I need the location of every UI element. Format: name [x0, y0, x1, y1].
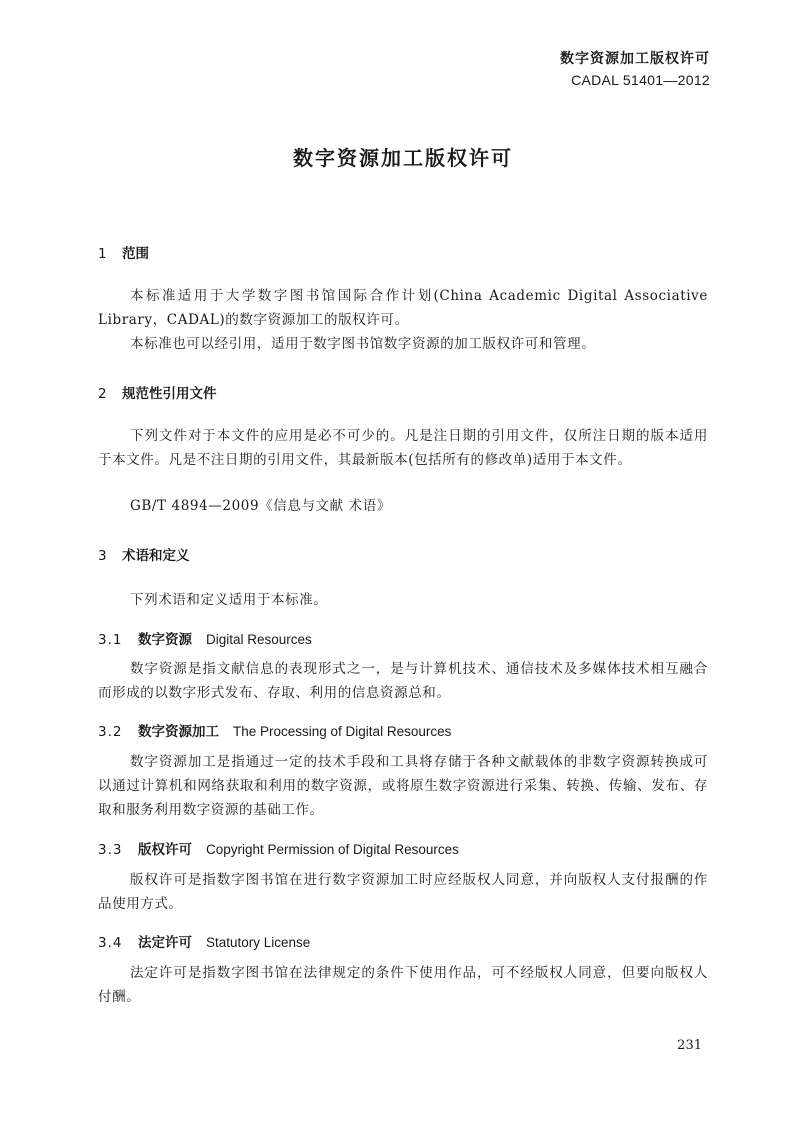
- section-number: 1: [98, 246, 107, 262]
- section-number: 3: [98, 548, 107, 564]
- running-header-title: 数字资源加工版权许可: [560, 51, 710, 67]
- term-zh: 数字资源: [138, 632, 192, 648]
- term-number: 3.3: [98, 842, 123, 858]
- term-definition-3-3: 版权许可是指数字图书馆在进行数字资源加工时应经版权人同意，并向版权人支付报酬的作品使用方式。: [98, 872, 708, 912]
- document-title: 数字资源加工版权许可: [293, 146, 513, 170]
- section-3-paragraph-1: 下列术语和定义适用于本标准。: [130, 592, 328, 608]
- section-1-heading: [98, 242, 149, 262]
- running-header-code: CADAL 51401—2012: [571, 72, 710, 88]
- section-3-heading: [98, 544, 190, 564]
- term-en: The Processing of Digital Resources: [233, 724, 452, 739]
- section-2-reference: GB/T 4894—2009《信息与文献 术语》: [130, 498, 391, 514]
- term-definition-3-1: 数字资源是指文献信息的表现形式之一，是与计算机技术、通信技术及多媒体技术相互融合而形成的以数字形式发布、存取、利用的信息资源总和。: [98, 661, 708, 701]
- section-1-paragraph-1: 本标准适用于大学数字图书馆国际合作计划(China Academic Digital Associative Library，CADAL)的数字资源加工的版权许可。: [98, 288, 708, 328]
- section-1-paragraph-2: 本标准也可以经引用，适用于数字图书馆数字资源的加工版权许可和管理。: [130, 336, 596, 352]
- term-en: Statutory License: [206, 935, 311, 950]
- term-heading-3-3: [98, 838, 459, 858]
- term-zh: 版权许可: [138, 842, 192, 858]
- term-number: 3.4: [98, 935, 123, 951]
- term-number: 3.2: [98, 724, 123, 740]
- term-zh: 法定许可: [138, 935, 192, 951]
- term-heading-3-1: [98, 628, 312, 648]
- section-number: 2: [98, 386, 107, 402]
- term-heading-3-2: [98, 720, 451, 740]
- section-2-paragraph-1: 下列文件对于本文件的应用是必不可少的。凡是注日期的引用文件，仅所注日期的版本适用于本文件。凡是不注日期的引用文件，其最新版本(包括所有的修改单)适用于本文件。: [98, 428, 708, 468]
- page-number: 231: [677, 1038, 702, 1053]
- term-definition-3-4: 法定许可是指数字图书馆在法律规定的条件下使用作品，可不经版权人同意，但要向版权人付酬。: [98, 965, 708, 1005]
- section-title: 术语和定义: [122, 548, 190, 564]
- term-definition-3-2: 数字资源加工是指通过一定的技术手段和工具将存储于各种文献载体的非数字资源转换成可以通过计算机和网络获取和利用的数字资源，或将原生数字资源进行采集、转换、传输、发布、存取和服务利用数字资源的基础工作。: [98, 754, 708, 818]
- term-number: 3.1: [98, 632, 123, 648]
- section-2-heading: [98, 382, 217, 402]
- term-zh: 数字资源加工: [138, 724, 219, 740]
- term-heading-3-4: [98, 931, 310, 951]
- term-en: Copyright Permission of Digital Resources: [206, 842, 459, 857]
- section-title: 范围: [122, 246, 149, 262]
- term-en: Digital Resources: [206, 632, 312, 647]
- section-title: 规范性引用文件: [122, 386, 217, 402]
